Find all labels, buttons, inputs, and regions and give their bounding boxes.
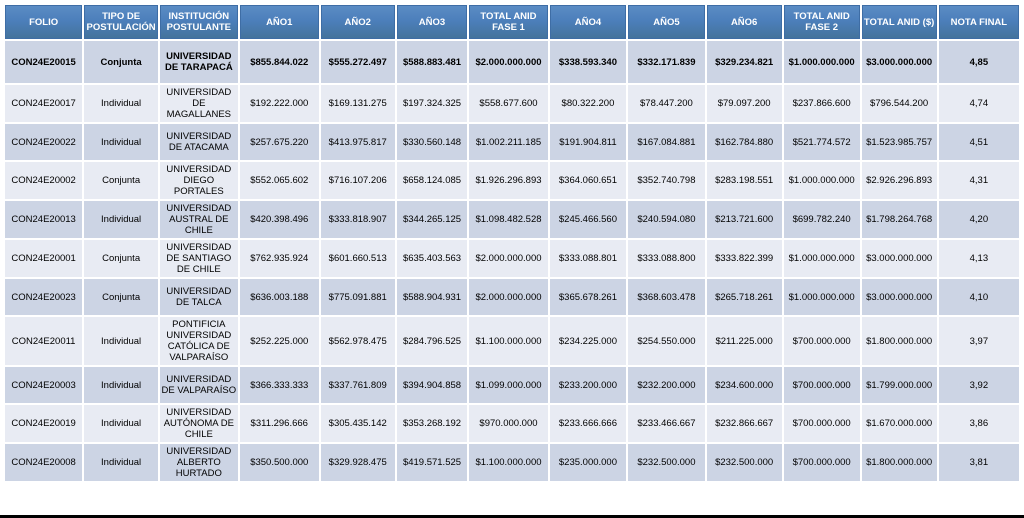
cell-institucion: UNIVERSIDAD DE TARAPACÁ — [160, 41, 238, 83]
cell-folio: CON24E20017 — [5, 85, 82, 122]
cell-ano4: $338.593.340 — [550, 41, 627, 83]
cell-ano1: $420.398.496 — [240, 201, 319, 238]
cell-institucion: UNIVERSIDAD DE SANTIAGO DE CHILE — [160, 240, 238, 277]
column-header-fase2: TOTAL ANID FASE 2 — [784, 5, 860, 39]
column-header-nota: NOTA FINAL — [939, 5, 1019, 39]
cell-ano3: $658.124.085 — [397, 162, 468, 199]
cell-ano6: $265.718.261 — [707, 279, 782, 315]
cell-ano6: $232.866.667 — [707, 405, 782, 442]
cell-ano1: $257.675.220 — [240, 124, 319, 160]
cell-tipo: Individual — [84, 124, 158, 160]
table-row — [5, 162, 1019, 199]
cell-fase2: $700.000.000 — [784, 317, 860, 365]
table-row — [5, 317, 1019, 365]
cell-ano4: $235.000.000 — [550, 444, 627, 481]
cell-institucion: UNIVERSIDAD DE TALCA — [160, 279, 238, 315]
cell-fase1: $1.100.000.000 — [469, 317, 547, 365]
cell-nota: 4,10 — [939, 279, 1019, 315]
cell-total: $1.670.000.000 — [862, 405, 937, 442]
column-header-total: TOTAL ANID ($) — [862, 5, 937, 39]
cell-ano1: $252.225.000 — [240, 317, 319, 365]
cell-fase1: $1.926.296.893 — [469, 162, 547, 199]
cell-ano1: $311.296.666 — [240, 405, 319, 442]
cell-ano4: $191.904.811 — [550, 124, 627, 160]
cell-folio: CON24E20019 — [5, 405, 82, 442]
table-row — [5, 41, 1019, 83]
cell-nota: 4,85 — [939, 41, 1019, 83]
cell-ano3: $588.904.931 — [397, 279, 468, 315]
cell-ano3: $353.268.192 — [397, 405, 468, 442]
cell-ano3: $394.904.858 — [397, 367, 468, 403]
cell-fase2: $1.000.000.000 — [784, 162, 860, 199]
cell-institucion: UNIVERSIDAD AUTÓNOMA DE CHILE — [160, 405, 238, 442]
cell-ano2: $562.978.475 — [321, 317, 395, 365]
column-header-ano5: AÑO5 — [628, 5, 704, 39]
cell-institucion: PONTIFICIA UNIVERSIDAD CATÓLICA DE VALPARAÍSO — [160, 317, 238, 365]
cell-ano5: $332.171.839 — [628, 41, 704, 83]
cell-ano1: $762.935.924 — [240, 240, 319, 277]
cell-nota: 3,97 — [939, 317, 1019, 365]
cell-ano2: $413.975.817 — [321, 124, 395, 160]
cell-ano4: $80.322.200 — [550, 85, 627, 122]
cell-ano6: $79.097.200 — [707, 85, 782, 122]
cell-folio: CON24E20003 — [5, 367, 82, 403]
header-row — [5, 5, 1019, 39]
cell-ano3: $419.571.525 — [397, 444, 468, 481]
cell-ano1: $192.222.000 — [240, 85, 319, 122]
cell-ano6: $333.822.399 — [707, 240, 782, 277]
cell-fase2: $700.000.000 — [784, 367, 860, 403]
cell-institucion: UNIVERSIDAD DIEGO PORTALES — [160, 162, 238, 199]
cell-ano6: $213.721.600 — [707, 201, 782, 238]
column-header-ano1: AÑO1 — [240, 5, 319, 39]
cell-ano2: $337.761.809 — [321, 367, 395, 403]
cell-fase1: $2.000.000.000 — [469, 279, 547, 315]
column-header-ano4: AÑO4 — [550, 5, 627, 39]
funding-results-table — [3, 3, 1021, 483]
column-header-ano3: AÑO3 — [397, 5, 468, 39]
cell-fase1: $1.099.000.000 — [469, 367, 547, 403]
cell-ano6: $211.225.000 — [707, 317, 782, 365]
cell-total: $3.000.000.000 — [862, 279, 937, 315]
cell-tipo: Individual — [84, 85, 158, 122]
cell-ano3: $344.265.125 — [397, 201, 468, 238]
cell-total: $1.800.000.000 — [862, 317, 937, 365]
column-header-ano2: AÑO2 — [321, 5, 395, 39]
table-body — [5, 41, 1019, 481]
cell-total: $3.000.000.000 — [862, 41, 937, 83]
cell-fase1: $1.100.000.000 — [469, 444, 547, 481]
cell-institucion: UNIVERSIDAD DE MAGALLANES — [160, 85, 238, 122]
cell-tipo: Conjunta — [84, 240, 158, 277]
cell-fase2: $521.774.572 — [784, 124, 860, 160]
table-row — [5, 444, 1019, 481]
table-row — [5, 240, 1019, 277]
cell-ano4: $233.666.666 — [550, 405, 627, 442]
cell-folio: CON24E20023 — [5, 279, 82, 315]
cell-fase1: $1.002.211.185 — [469, 124, 547, 160]
cell-ano1: $855.844.022 — [240, 41, 319, 83]
cell-folio: CON24E20008 — [5, 444, 82, 481]
cell-fase2: $699.782.240 — [784, 201, 860, 238]
cell-ano6: $234.600.000 — [707, 367, 782, 403]
cell-ano5: $333.088.800 — [628, 240, 704, 277]
table-row — [5, 405, 1019, 442]
cell-fase1: $2.000.000.000 — [469, 41, 547, 83]
cell-ano4: $365.678.261 — [550, 279, 627, 315]
cell-fase2: $237.866.600 — [784, 85, 860, 122]
cell-fase1: $1.098.482.528 — [469, 201, 547, 238]
cell-fase2: $700.000.000 — [784, 444, 860, 481]
cell-fase1: $970.000.000 — [469, 405, 547, 442]
cell-ano3: $330.560.148 — [397, 124, 468, 160]
table-row — [5, 201, 1019, 238]
cell-tipo: Individual — [84, 367, 158, 403]
cell-ano5: $232.200.000 — [628, 367, 704, 403]
table-row — [5, 85, 1019, 122]
cell-total: $1.798.264.768 — [862, 201, 937, 238]
cell-ano2: $329.928.475 — [321, 444, 395, 481]
cell-total: $796.544.200 — [862, 85, 937, 122]
column-header-tipo: TIPO DE POSTULACIÓN — [84, 5, 158, 39]
cell-fase2: $700.000.000 — [784, 405, 860, 442]
cell-tipo: Individual — [84, 317, 158, 365]
cell-tipo: Conjunta — [84, 279, 158, 315]
cell-ano4: $333.088.801 — [550, 240, 627, 277]
cell-ano5: $233.466.667 — [628, 405, 704, 442]
cell-folio: CON24E20011 — [5, 317, 82, 365]
cell-ano2: $333.818.907 — [321, 201, 395, 238]
cell-ano6: $232.500.000 — [707, 444, 782, 481]
column-header-institucion: INSTITUCIÓN POSTULANTE — [160, 5, 238, 39]
cell-ano3: $588.883.481 — [397, 41, 468, 83]
cell-tipo: Individual — [84, 444, 158, 481]
cell-tipo: Individual — [84, 201, 158, 238]
cell-tipo: Conjunta — [84, 162, 158, 199]
cell-nota: 4,31 — [939, 162, 1019, 199]
table-row — [5, 367, 1019, 403]
cell-folio: CON24E20013 — [5, 201, 82, 238]
cell-folio: CON24E20002 — [5, 162, 82, 199]
cell-ano5: $368.603.478 — [628, 279, 704, 315]
cell-tipo: Individual — [84, 405, 158, 442]
cell-total: $3.000.000.000 — [862, 240, 937, 277]
cell-ano2: $601.660.513 — [321, 240, 395, 277]
cell-fase2: $1.000.000.000 — [784, 240, 860, 277]
cell-fase2: $1.000.000.000 — [784, 41, 860, 83]
cell-tipo: Conjunta — [84, 41, 158, 83]
cell-ano3: $284.796.525 — [397, 317, 468, 365]
cell-ano1: $366.333.333 — [240, 367, 319, 403]
cell-institucion: UNIVERSIDAD DE ATACAMA — [160, 124, 238, 160]
table-row — [5, 279, 1019, 315]
cell-ano6: $283.198.551 — [707, 162, 782, 199]
funding-results-table-wrap — [3, 3, 1021, 483]
cell-ano2: $775.091.881 — [321, 279, 395, 315]
cell-total: $1.799.000.000 — [862, 367, 937, 403]
cell-total: $2.926.296.893 — [862, 162, 937, 199]
cell-nota: 3,86 — [939, 405, 1019, 442]
cell-ano3: $635.403.563 — [397, 240, 468, 277]
cell-ano4: $364.060.651 — [550, 162, 627, 199]
cell-ano2: $305.435.142 — [321, 405, 395, 442]
cell-ano3: $197.324.325 — [397, 85, 468, 122]
table-row — [5, 124, 1019, 160]
column-header-ano6: AÑO6 — [707, 5, 782, 39]
cell-ano6: $162.784.880 — [707, 124, 782, 160]
cell-ano4: $234.225.000 — [550, 317, 627, 365]
cell-ano1: $552.065.602 — [240, 162, 319, 199]
cell-ano5: $78.447.200 — [628, 85, 704, 122]
cell-ano2: $169.131.275 — [321, 85, 395, 122]
cell-nota: 4,13 — [939, 240, 1019, 277]
cell-ano5: $240.594.080 — [628, 201, 704, 238]
cell-institucion: UNIVERSIDAD DE VALPARAÍSO — [160, 367, 238, 403]
cell-folio: CON24E20015 — [5, 41, 82, 83]
cell-ano1: $636.003.188 — [240, 279, 319, 315]
cell-ano1: $350.500.000 — [240, 444, 319, 481]
column-header-fase1: TOTAL ANID FASE 1 — [469, 5, 547, 39]
cell-nota: 4,20 — [939, 201, 1019, 238]
cell-ano5: $254.550.000 — [628, 317, 704, 365]
cell-total: $1.523.985.757 — [862, 124, 937, 160]
cell-ano5: $352.740.798 — [628, 162, 704, 199]
cell-institucion: UNIVERSIDAD ALBERTO HURTADO — [160, 444, 238, 481]
cell-ano2: $716.107.206 — [321, 162, 395, 199]
cell-fase1: $2.000.000.000 — [469, 240, 547, 277]
cell-ano4: $233.200.000 — [550, 367, 627, 403]
cell-institucion: UNIVERSIDAD AUSTRAL DE CHILE — [160, 201, 238, 238]
cell-ano4: $245.466.560 — [550, 201, 627, 238]
cell-ano2: $555.272.497 — [321, 41, 395, 83]
cell-total: $1.800.000.000 — [862, 444, 937, 481]
cell-folio: CON24E20022 — [5, 124, 82, 160]
column-header-folio: FOLIO — [5, 5, 82, 39]
cell-nota: 4,51 — [939, 124, 1019, 160]
cell-ano5: $167.084.881 — [628, 124, 704, 160]
cell-fase1: $558.677.600 — [469, 85, 547, 122]
cell-nota: 3,92 — [939, 367, 1019, 403]
cell-folio: CON24E20001 — [5, 240, 82, 277]
cell-nota: 3,81 — [939, 444, 1019, 481]
cell-ano6: $329.234.821 — [707, 41, 782, 83]
cell-fase2: $1.000.000.000 — [784, 279, 860, 315]
cell-ano5: $232.500.000 — [628, 444, 704, 481]
cell-nota: 4,74 — [939, 85, 1019, 122]
